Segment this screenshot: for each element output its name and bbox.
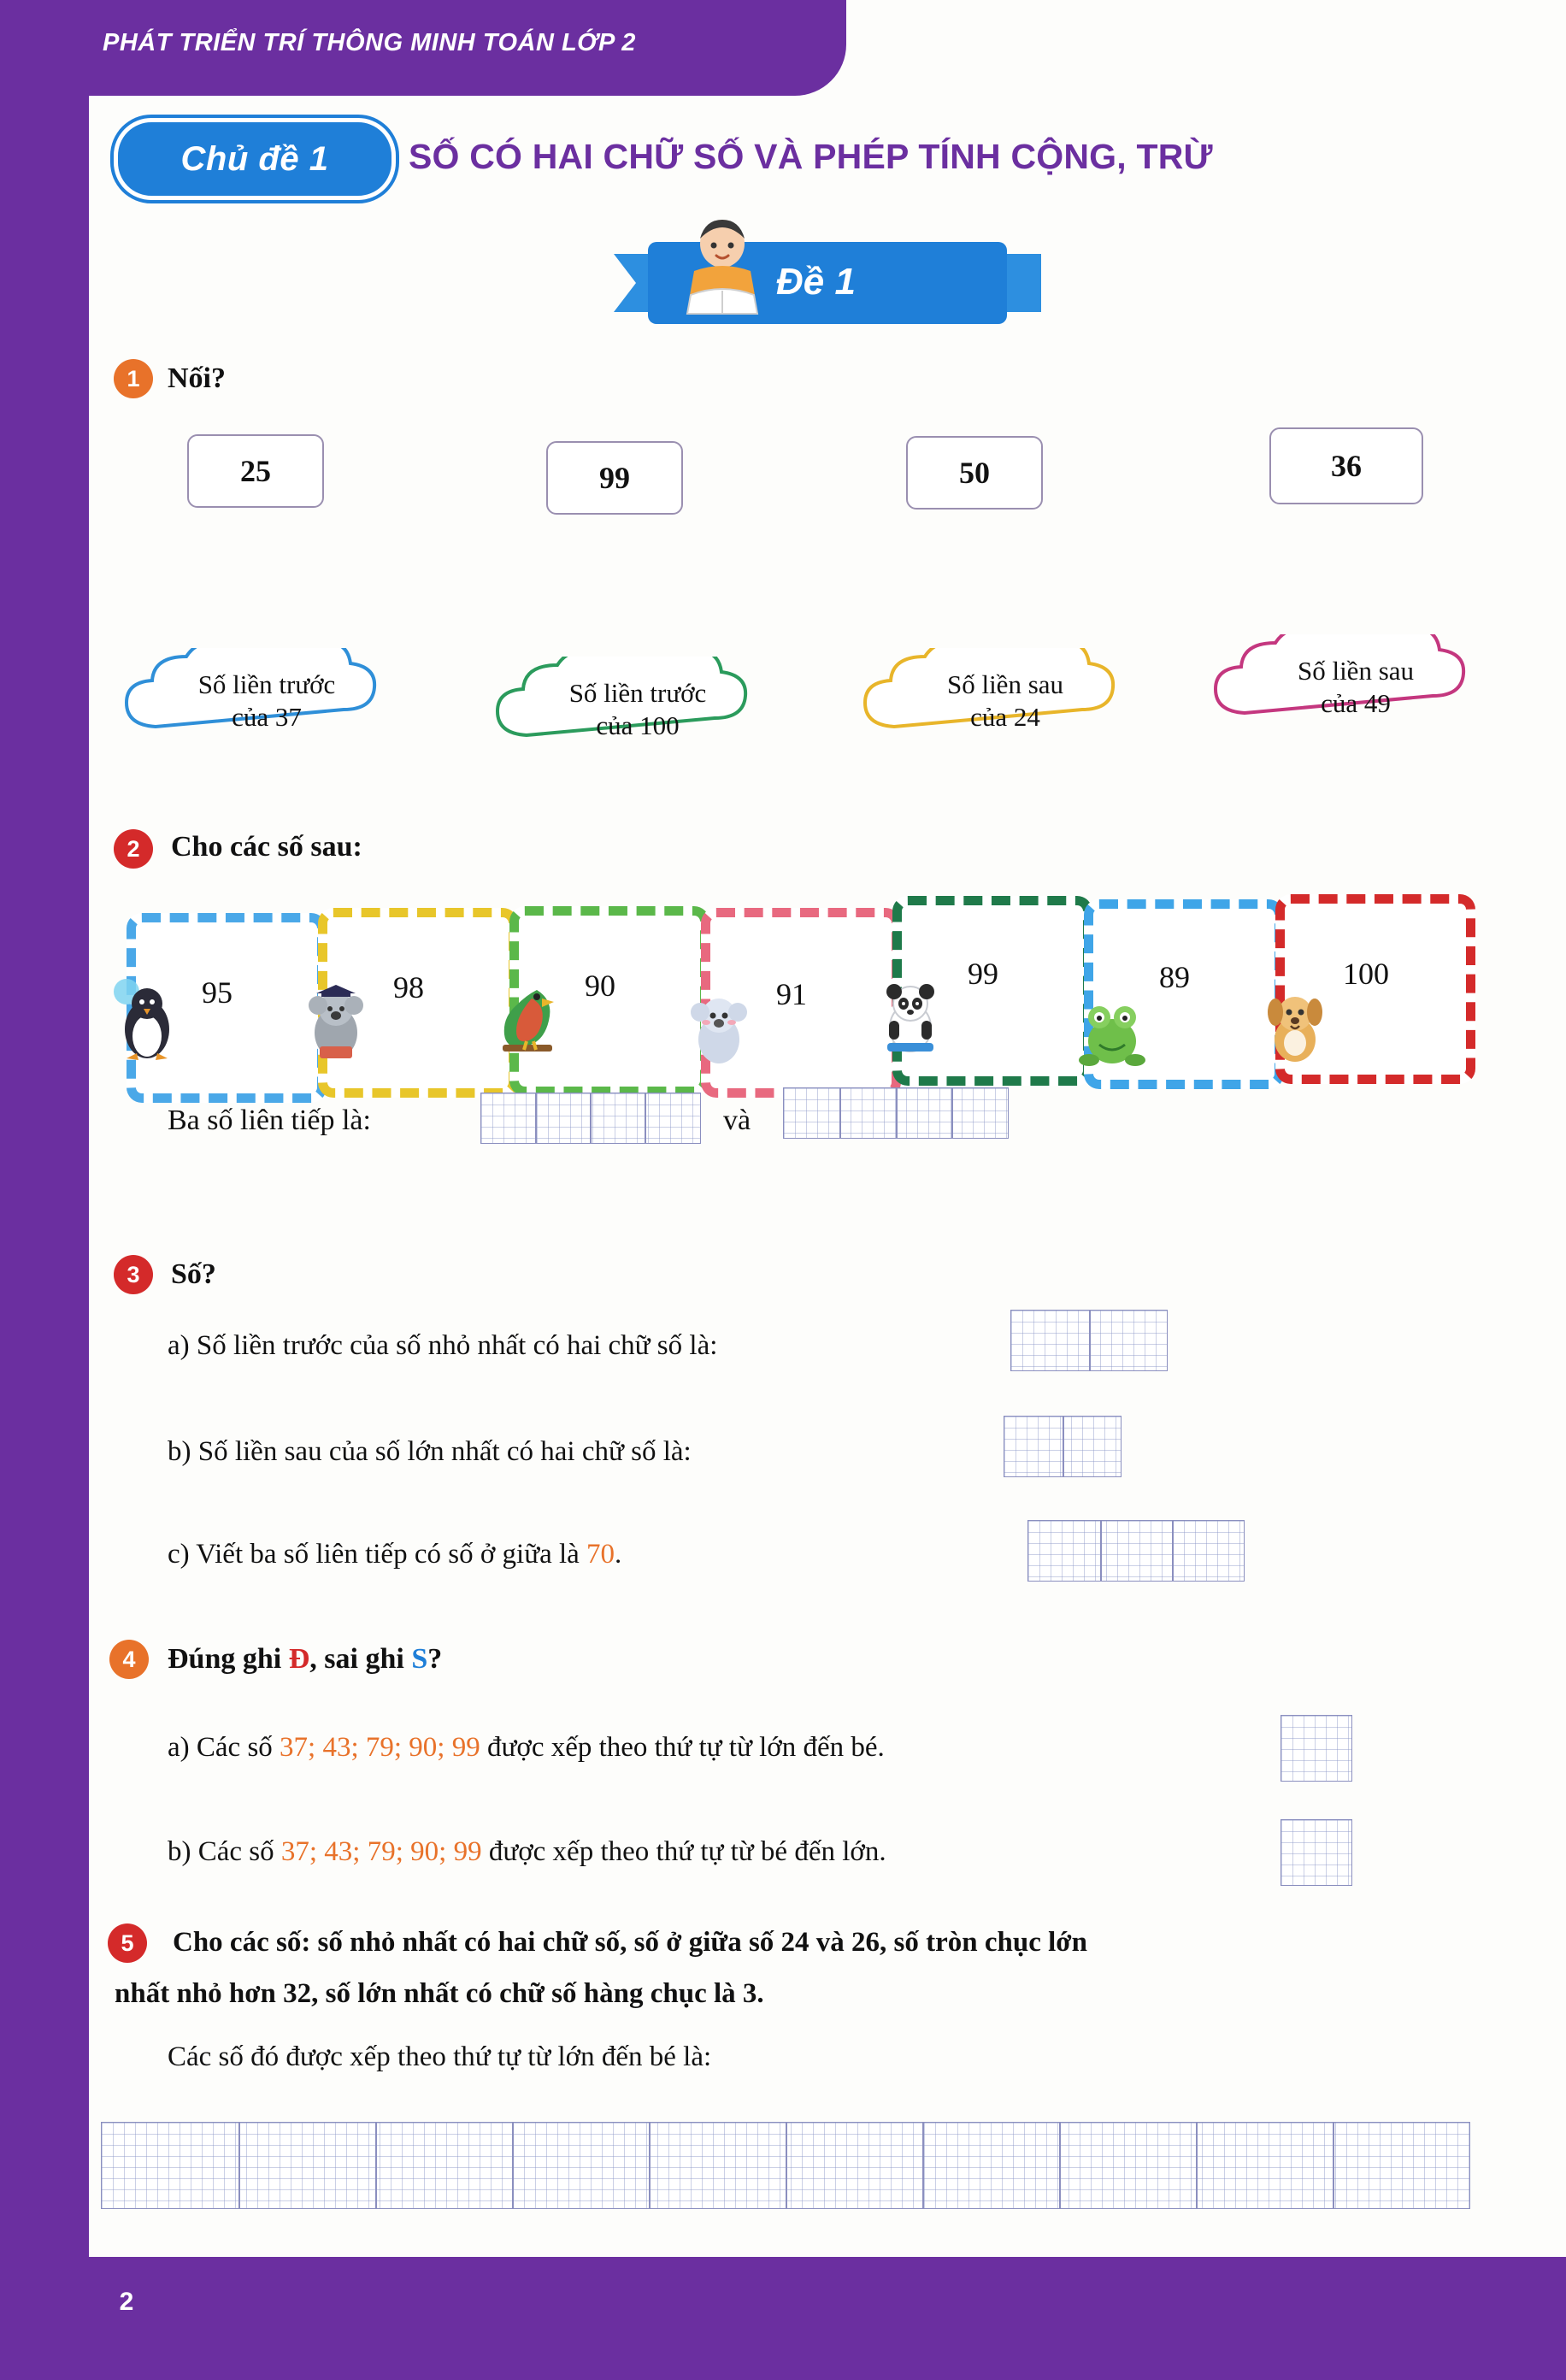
cloud-sau-24[interactable] xyxy=(855,648,1156,749)
ex3-answer-grid-a[interactable] xyxy=(1010,1310,1168,1371)
ex5-answer-grid[interactable] xyxy=(101,2122,1470,2209)
number-card-99[interactable]: 99 xyxy=(546,441,683,515)
cloud-sau-49[interactable] xyxy=(1205,634,1506,735)
ex5-line-1: Cho các số: số nhỏ nhất có hai chữ số, số ở giữa số 24 và 26, số tròn chục lớn xyxy=(173,1927,1087,1958)
cloud-line-2: của 100 xyxy=(596,710,680,740)
cloud-line-2: của 37 xyxy=(232,702,302,732)
exercise-3-title: Số? xyxy=(171,1258,216,1290)
cloud-line-2: của 49 xyxy=(1321,688,1391,718)
ex4-title-post: ? xyxy=(427,1643,443,1675)
exercise-3-number: 3 xyxy=(114,1255,153,1294)
cloud-truoc-37-text xyxy=(116,669,417,733)
page-number: 2 xyxy=(119,2288,134,2316)
ex2-answer-label-2: và xyxy=(723,1105,751,1136)
chapter-badge xyxy=(114,118,396,200)
panda-icon xyxy=(872,971,949,1057)
chapter-title: SỐ CÓ HAI CHỮ SỐ VÀ PHÉP TÍNH CỘNG, TRỪ xyxy=(409,137,1213,176)
ex2-answer-label-1: Ba số liên tiếp là: xyxy=(168,1105,371,1136)
ex5-line-3: Các số đó được xếp theo thứ tự từ lớn đến bé là: xyxy=(168,2041,712,2072)
ex3-item-c-pre: c) Viết ba số liên tiếp có số ở giữa là xyxy=(168,1539,587,1570)
number-card-50[interactable]: 50 xyxy=(906,436,1043,510)
cloud-line-1: Số liền sau xyxy=(1297,656,1415,686)
number-frame-91-value: 91 xyxy=(776,977,807,1011)
ex4-title-d: Đ xyxy=(288,1643,310,1675)
number-frame-99-value: 99 xyxy=(968,957,998,991)
number-card-25[interactable]: 25 xyxy=(187,434,324,508)
exercise-1-number: 1 xyxy=(114,359,153,398)
ex4-answer-grid-a[interactable] xyxy=(1280,1715,1352,1782)
koala-graduate-icon xyxy=(297,976,374,1062)
ex3-item-b-label: b) Số liền sau của số lớn nhất có hai chữ số là: xyxy=(168,1436,692,1467)
ex3-item-c-label xyxy=(168,1539,621,1570)
banner-title: PHÁT TRIỂN TRÍ THÔNG MINH TOÁN LỚP 2 xyxy=(103,29,636,56)
number-card-36[interactable]: 36 xyxy=(1269,427,1423,504)
ex4-title-mid: , sai ghi xyxy=(309,1643,412,1675)
koala-icon xyxy=(680,981,757,1067)
exam-label: Đề 1 xyxy=(776,261,856,303)
ex4-item-b-prefix: b) Các số xyxy=(168,1836,281,1867)
cloud-line-1: Số liền trước xyxy=(197,669,336,699)
exercise-4-title xyxy=(168,1643,442,1676)
cloud-truoc-100-text xyxy=(487,677,788,742)
ex4-item-a-numbers: 37; 43; 79; 90; 99 xyxy=(280,1732,480,1763)
number-frame-100-value: 100 xyxy=(1343,957,1389,991)
chapter-badge-label: Chủ đề 1 xyxy=(180,139,329,178)
ex2-answer-grid-2[interactable] xyxy=(783,1087,1009,1139)
ex3-answer-grid-b[interactable] xyxy=(1004,1416,1122,1477)
ex3-answer-grid-c[interactable] xyxy=(1027,1520,1245,1582)
cloud-line-1: Số liền sau xyxy=(946,669,1064,699)
ex4-item-b xyxy=(168,1836,886,1868)
number-frame-95-value: 95 xyxy=(202,975,233,1010)
ex4-item-b-numbers: 37; 43; 79; 90; 99 xyxy=(280,1836,482,1867)
ex3-item-c-post: . xyxy=(615,1539,622,1570)
ex4-title-pre: Đúng ghi xyxy=(168,1643,289,1675)
number-frame-98-value: 98 xyxy=(393,970,424,1004)
exercise-5-number: 5 xyxy=(108,1923,147,1963)
exercise-1-title: Nối? xyxy=(168,362,226,394)
number-frame-89-value: 89 xyxy=(1159,960,1190,994)
cloud-truoc-100[interactable] xyxy=(487,657,788,757)
cloud-line-2: của 24 xyxy=(970,702,1040,732)
frog-icon xyxy=(1074,983,1151,1069)
exercise-4-number: 4 xyxy=(109,1640,149,1679)
penguin-icon xyxy=(108,976,185,1062)
cloud-sau-24-text xyxy=(855,669,1156,733)
ex3-item-a-label: a) Số liền trước của số nhỏ nhất có hai chữ số là: xyxy=(168,1330,718,1361)
ex4-item-a-prefix: a) Các số xyxy=(168,1732,280,1763)
dog-icon xyxy=(1257,980,1333,1065)
boy-reading-icon xyxy=(675,209,769,321)
ex4-item-a xyxy=(168,1732,885,1764)
cloud-sau-49-text xyxy=(1205,655,1506,720)
exercise-2-title: Cho các số sau: xyxy=(171,831,362,863)
cloud-truoc-37[interactable] xyxy=(116,648,417,749)
ex2-answer-grid-1[interactable] xyxy=(480,1093,701,1144)
ex4-item-a-suffix: được xếp theo thứ tự từ lớn đến bé. xyxy=(480,1732,885,1763)
cloud-line-1: Số liền trước xyxy=(568,678,707,708)
ex4-answer-grid-b[interactable] xyxy=(1280,1819,1352,1886)
ex4-item-b-suffix: được xếp theo thứ tự từ bé đến lớn. xyxy=(481,1836,886,1867)
exercise-2-number: 2 xyxy=(114,829,153,869)
ex3-item-c-highlight: 70 xyxy=(586,1539,615,1570)
left-purple-strip xyxy=(0,0,89,2380)
ex5-line-2: nhất nhỏ hơn 32, số lớn nhất có chữ số hàng chục là 3. xyxy=(115,1978,764,2009)
number-frame-90-value: 90 xyxy=(585,969,615,1003)
ex4-title-s: S xyxy=(411,1643,428,1675)
bottom-purple-band xyxy=(0,2257,1566,2380)
parrot-icon xyxy=(489,975,566,1060)
